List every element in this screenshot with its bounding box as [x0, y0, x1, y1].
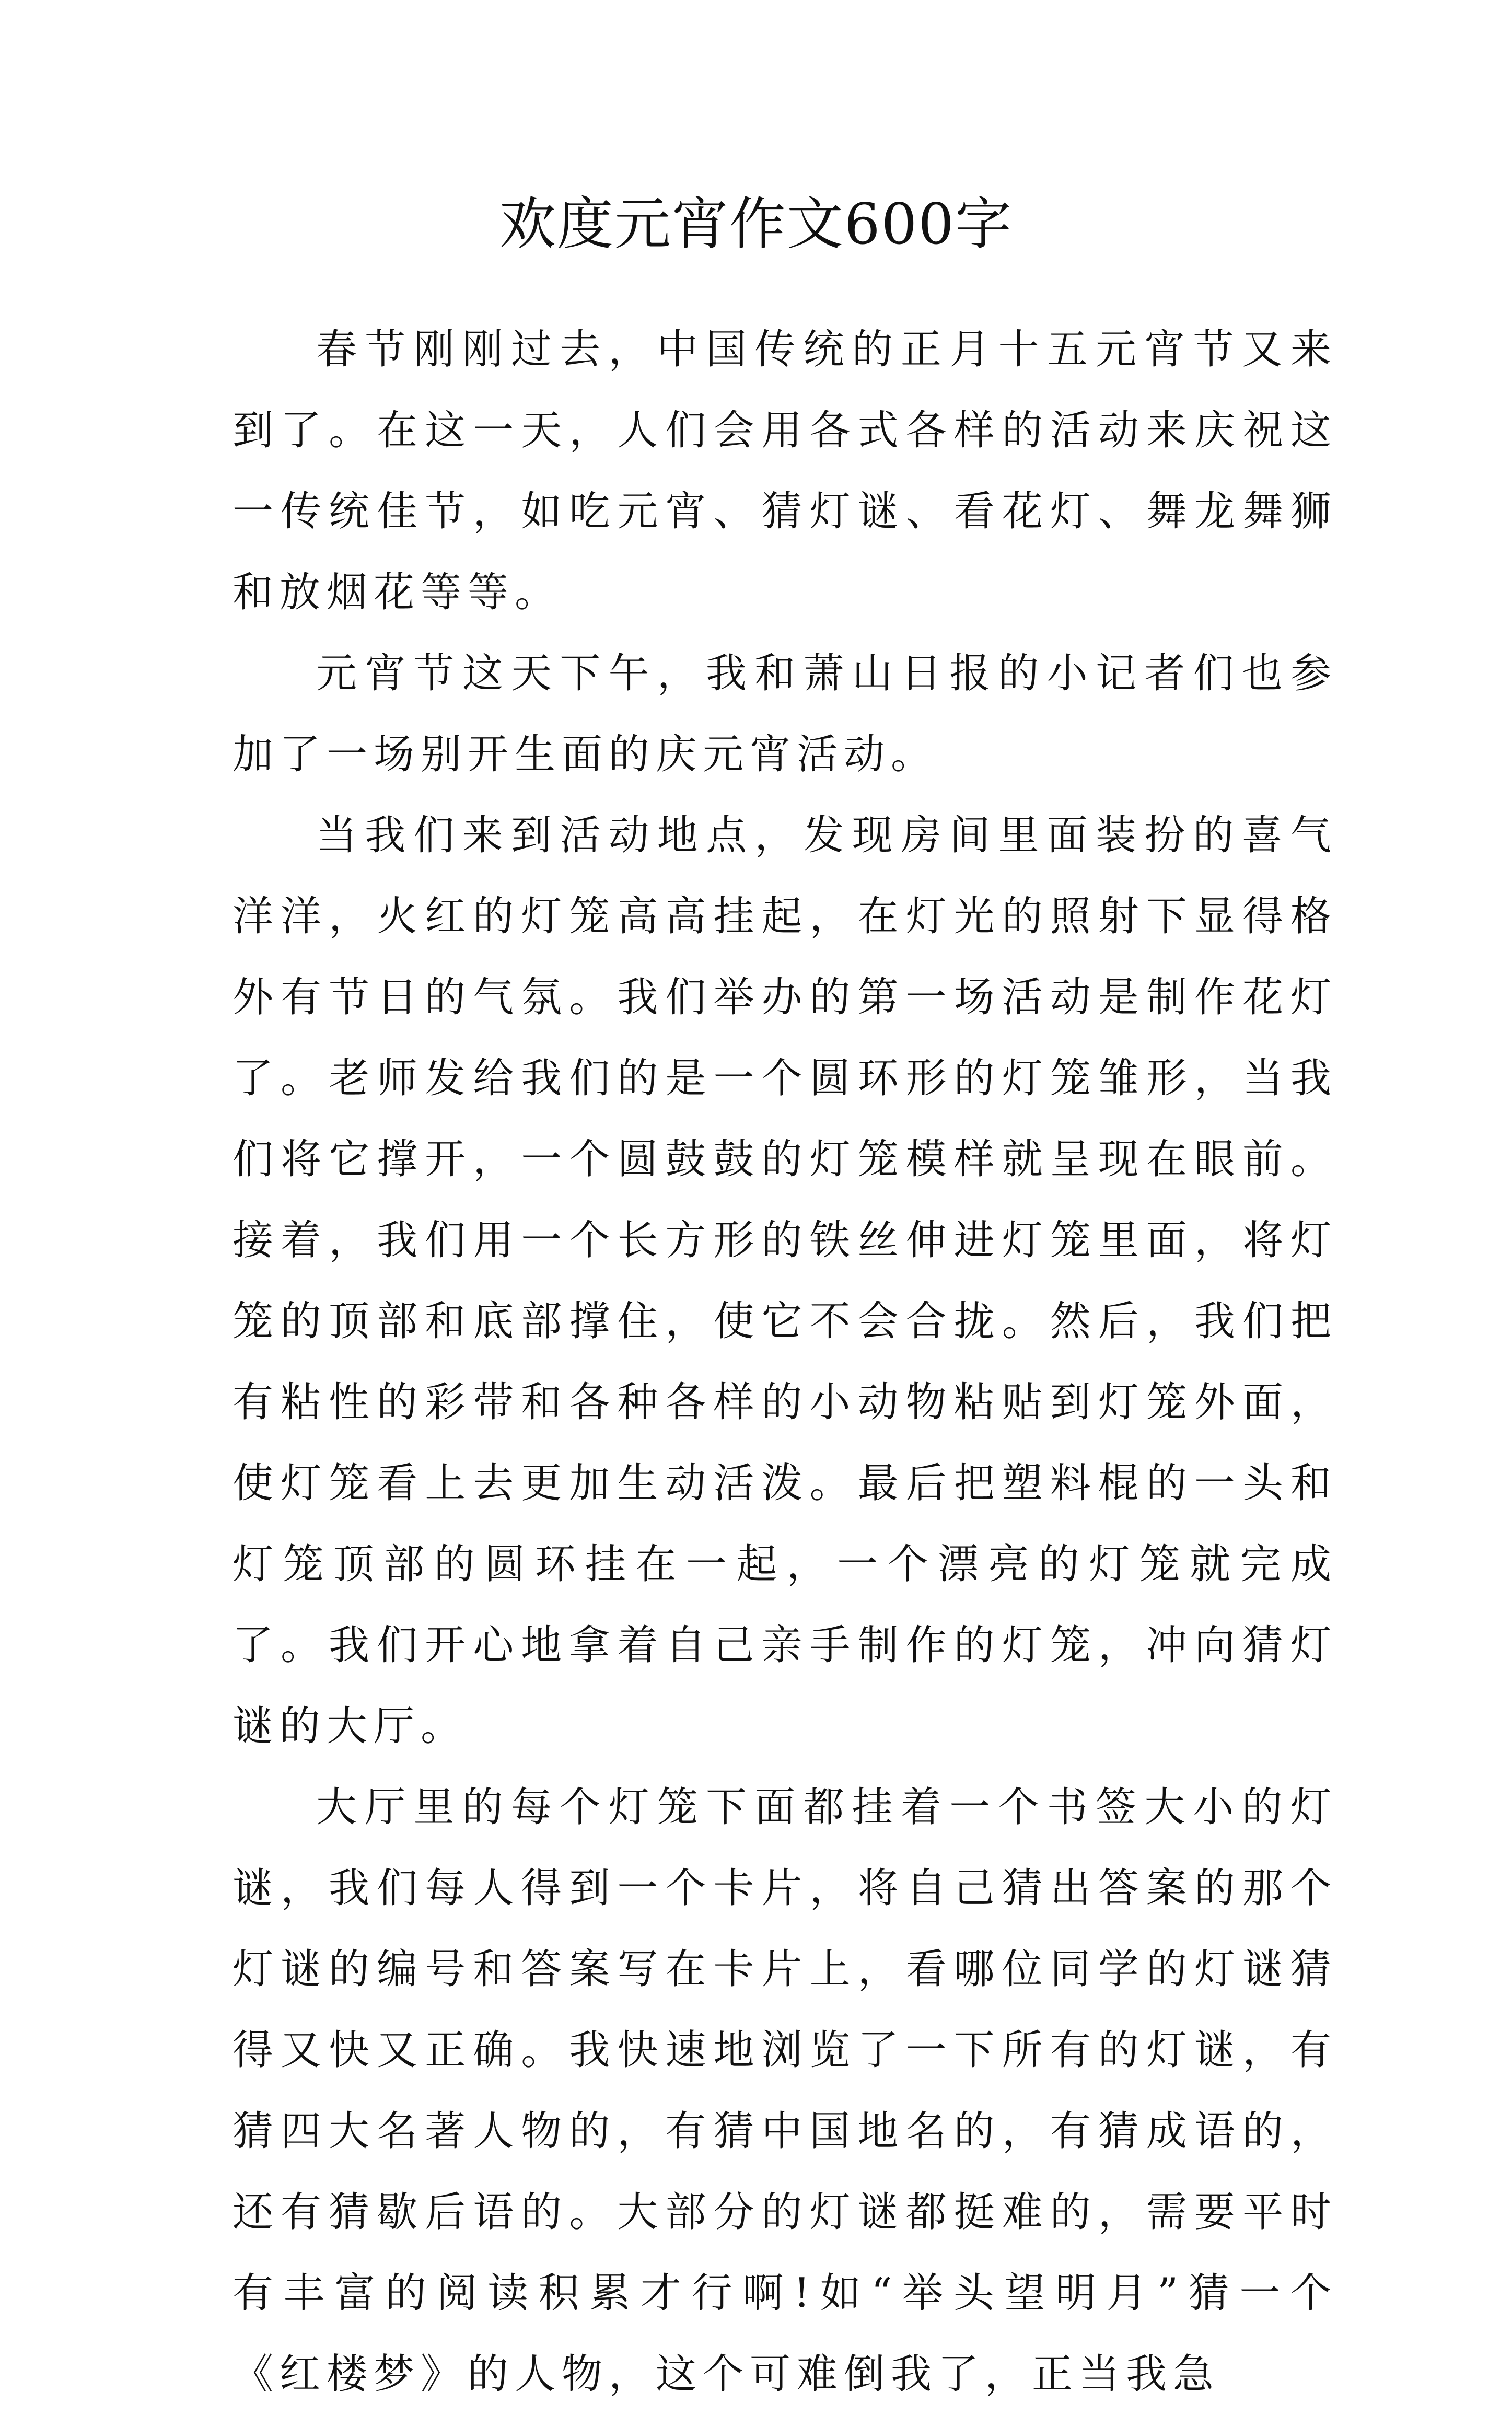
paragraph-3: 当我们来到活动地点，发现房间里面装扮的喜气洋洋，火红的灯笼高高挂起，在灯光的照射下显得格外有节日的气氛。我们举办的第一场活动是制作花灯了。老师发给我们的是一个圆环形的灯笼雏形，当我们将它撑开，一个圆鼓鼓的灯笼模样就呈现在眼前。接着，我们用一个长方形的铁丝伸进灯笼里面，将灯笼的顶部和底部撑住，使它不会合拢。然后，我们把有粘性的彩带和各种各样的小动物粘贴到灯笼外面，使灯笼看上去更加生动活泼。最后把塑料棍的一头和灯笼顶部的圆环挂在一起，一个漂亮的灯笼就完成了。我们开心地拿着自己亲手制作的灯笼，冲向猜灯谜的大厅。	[232, 812, 1337, 1750]
paragraph-4: 大厅里的每个灯笼下面都挂着一个书签大小的灯谜，我们每人得到一个卡片，将自己猜出答案的那个灯谜的编号和答案写在卡片上，看哪位同学的灯谜猜得又快又正确。我快速地浏览了一下所有的灯谜，有猜四大名著人物的，有猜中国地名的，有猜成语的，还有猜歇后语的。大部分的灯谜都挺难的，需要平时有丰富的阅读积累才行啊!如“举头望明月”猜一个《红楼梦》的人物，这个可难倒我了，正当我急	[232, 1784, 1337, 2398]
paragraph-1: 春节刚刚过去，中国传统的正月十五元宵节又来到了。在这一天，人们会用各式各样的活动来庆祝这一传统佳节，如吃元宵、猜灯谜、看花灯、舞龙舞狮和放烟花等等。	[232, 326, 1337, 616]
document-title: 欢度元宵作文600字	[499, 192, 1013, 257]
document-body	[232, 309, 1337, 2415]
paragraph-2: 元宵节这天下午，我和萧山日报的小记者们也参加了一场别开生面的庆元宵活动。	[232, 650, 1337, 778]
